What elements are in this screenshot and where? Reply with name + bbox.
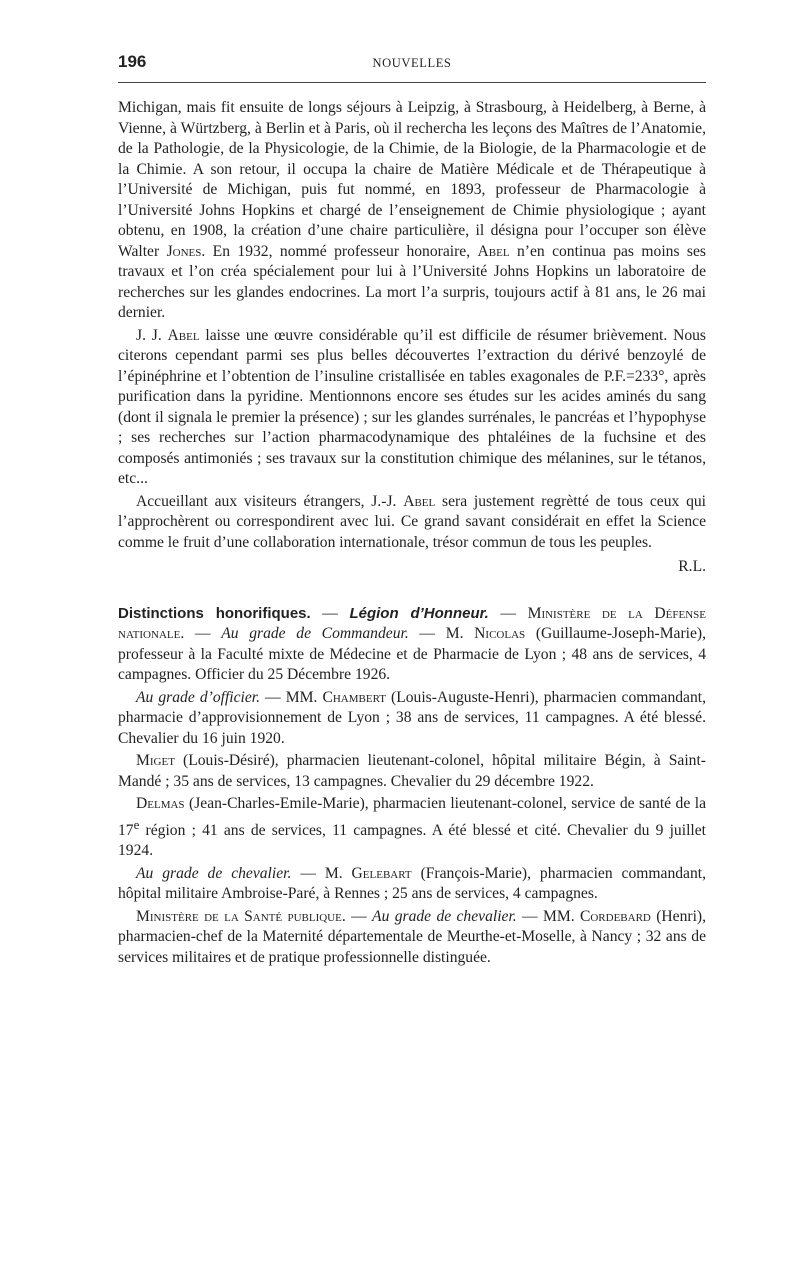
text-run: — M. — [408, 625, 475, 642]
text-run: — MM. — [260, 688, 323, 706]
text-run: sera justement regrètté de tous ceux qui l’approchèrent ou correspondirent avec lui. Ce grand savant considérait en effet la Science comme le fruit d’une collaboration internationale, trésor commun de tous les peuples. — [118, 492, 706, 551]
person-name: Abel — [403, 492, 436, 510]
text-run: (Henri), pharmacien-chef de la Maternité départementale de Meurthe-et-Moselle, à Nancy ; 32 ans de services militaires et de pratique professionnelle distinguée. — [118, 907, 707, 966]
text-run: (Guillaume-Joseph-Marie), professeur à la Faculté mixte de Médecine et de Pharmacie de Lyon ; 48 ans de services, 4 campagnes. Officier du 25 Décembre 1926. — [118, 625, 707, 683]
text-run: (Jean-Charles-Emile-Marie), pharmacien lieutenant-colonel, service de santé de la 17 — [118, 795, 706, 839]
obituary-paragraph — [118, 492, 706, 554]
text-run: — — [184, 625, 222, 642]
person-name: Chambert — [322, 688, 386, 706]
person-name: Miget — [136, 752, 175, 769]
person-name: Gelebart — [351, 864, 412, 882]
text-run: . En 1932, nommé professeur honoraire, — [201, 242, 478, 260]
person-name: Abel — [167, 326, 200, 344]
distinctions-paragraph — [118, 604, 706, 686]
text-run: — — [310, 604, 350, 622]
ministry-name: Ministère de la Santé publique. — [136, 907, 346, 925]
page-body — [118, 98, 706, 970]
ministry-name: Ministère de la Défense nationale. — [118, 604, 706, 642]
distinctions-paragraph — [118, 688, 706, 750]
text-run: Accueillant aux visiteurs étrangers, J.-J. — [136, 492, 404, 510]
author-signature: R.L. — [678, 558, 706, 575]
obituary-paragraph — [118, 98, 706, 324]
text-run: (François-Marie), pharmacien commandant, hôpital militaire Ambroise-Paré, à Rennes ; 25 ans de services, 4 campagnes. — [118, 864, 706, 903]
text-run: Michigan, mais fit ensuite de longs séjours à Leipzig, à Strasbourg, à Heidelberg, à Berne, à Vienne, à Würtzberg, à Berlin et à Paris, où il rechercha les leçons des Maîtres de l’Anatomie, de la Pathologie, de la Physicologie, de la Chimie, de la Biologie, de la Pharmacologie et de la Chimie. A son retour, il occupa la chaire de Matière Médicale et de Thérapeutique à l’Université de Michigan, puis fut nommé, en 1893, professeur de Pharmacologie à l’Université Johns Hopkins et chargé de l’enseignement de Chimie physiologique ; ayant obtenu, en 1908, la création d’une chaire particulière, il désigna pour l’occuper son élève Walter — [118, 99, 706, 260]
person-name: Abel — [477, 242, 510, 260]
running-title: NOUVELLES — [372, 56, 452, 70]
text-run: J. J. — [136, 326, 168, 344]
grade-heading: Au grade de chevalier. — [136, 864, 292, 882]
text-run: laisse une œuvre considérable qu’il est difficile de résumer brièvement. Nous citerons cependant parmi ses plus belles découvertes l’extraction du dérivé benzoylé de l’épinéphrine et l’obtention de l’insuline cristallisée en tables exagonales de P.F.=233°, après purification dans la pyridine. Mentionnons encore ses études sur les acides aminés du sang (dont il signala le premier la présence) ; sur les glandes surrénales, le pancréas et l’hypophyse ; ses recherches sur l’action pharmacodynamique des phtaléines de la fuchsine et des composés antimoniés ; ses travaux sur la constitution chimique des mélanines, sur le tétanos, etc... — [118, 326, 707, 487]
person-name: Cordebard — [579, 907, 651, 925]
grade-heading: Au grade de chevalier. — [372, 907, 517, 925]
distinctions-paragraph — [118, 751, 706, 792]
section-title: Distinctions honorifiques. — [118, 604, 311, 622]
grade-heading: Au grade de Commandeur. — [221, 625, 409, 642]
superscript: e — [133, 816, 140, 832]
text-run: région ; 41 ans de services, 11 campagnes. A été blessé et cité. Chevalier du 9 juillet 1924. — [118, 821, 706, 860]
page-number: 196 — [118, 52, 147, 71]
header-rule — [118, 82, 706, 83]
text-run: — — [345, 907, 373, 925]
person-name: Delmas — [136, 795, 185, 812]
text-run: — — [488, 604, 528, 622]
person-name: Jones — [166, 242, 202, 260]
text-run: — MM. — [516, 907, 580, 925]
page-header — [118, 52, 706, 78]
text-run: — M. — [291, 864, 352, 882]
person-name: Nicolas — [474, 625, 526, 642]
distinctions-paragraph — [118, 794, 706, 862]
distinctions-paragraph — [118, 864, 706, 905]
text-run: (Louis-Désiré), pharmacien lieutenant-colonel, hôpital militaire Bégin, à Saint-Mandé ; 35 ans de services, 13 campagnes. Chevalier du 29 décembre 1922. — [118, 752, 706, 790]
legion-heading: Légion d’Honneur. — [349, 604, 489, 622]
grade-heading: Au grade d’officier. — [136, 688, 261, 706]
distinctions-paragraph — [118, 907, 706, 969]
text-run: (Louis-Auguste-Henri), pharmacien commandant, pharmacie d’approvisionnement de Lyon ; 38 ans de services, 11 campagnes. A été blessé. Chevalier du 16 juin 1920. — [118, 688, 706, 747]
obituary-paragraph — [118, 326, 706, 490]
text-run: n’en continua pas moins ses travaux et l’on créa spécialement pour lui à l’Université Johns Hopkins un laboratoire de recherches sur les glandes endocrines. La mort l’a surpris, toujours actif à 81 ans, le 26 mai dernier. — [118, 242, 706, 321]
